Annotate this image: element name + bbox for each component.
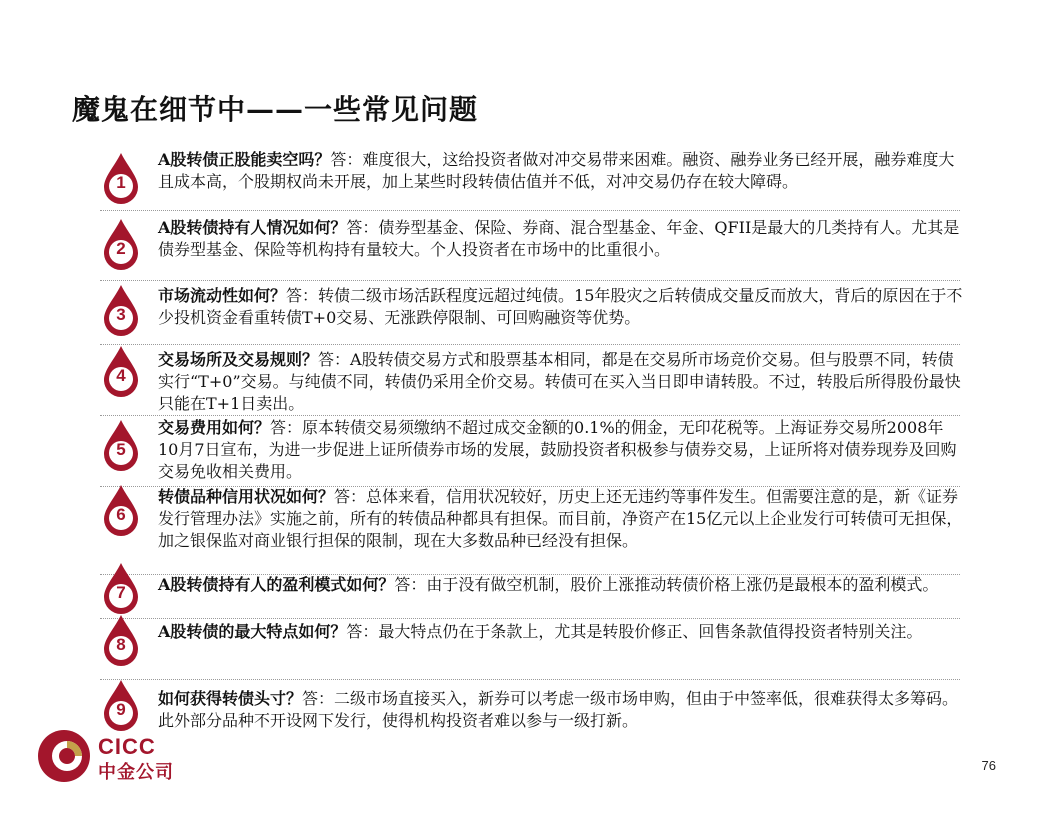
faq-number: 9	[116, 700, 126, 719]
faq-question: A股转债持有人的盈利模式如何？	[158, 575, 395, 594]
page-number: 76	[981, 758, 996, 773]
faq-item-8	[100, 619, 960, 680]
faq-item-5	[100, 417, 960, 487]
faq-item-6	[100, 487, 963, 575]
faq-answer: 答：二级市场直接买入，新券可以考虑一级市场申购，但由于中签率低，很难获得太多筹码。此外部分品种不开设网下发行，使得机构投资者难以参与一级打新。	[158, 689, 959, 730]
cicc-logo-icon	[36, 728, 92, 784]
faq-item-1	[100, 145, 960, 211]
faq-question: 如何获得转债头寸？	[158, 689, 303, 708]
faq-question: A股转债正股能卖空吗？	[158, 150, 331, 169]
faq-text	[158, 417, 963, 483]
faq-item-9	[100, 680, 960, 736]
drop-icon	[102, 483, 140, 537]
drop-icon	[102, 561, 140, 615]
faq-question: 交易场所及交易规则？	[158, 350, 319, 369]
faq-question: 市场流动性如何？	[158, 286, 287, 305]
logo-text-en: CICC	[98, 734, 156, 759]
faq-number: 7	[116, 583, 126, 602]
drop-icon	[102, 283, 140, 337]
faq-text	[158, 574, 963, 596]
cicc-logo	[36, 728, 196, 788]
faq-number: 4	[116, 366, 126, 385]
drop-icon	[102, 151, 140, 205]
faq-answer: 答：难度很大，这给投资者做对冲交易带来困难。融资、融券业务已经开展，融券难度大且成本高，个股期权尚未开展，加上某些时段转债估值并不低，对冲交易仍存在较大障碍。	[158, 150, 955, 191]
faq-text	[158, 217, 963, 261]
faq-answer: 答：A股转债交易方式和股票基本相同，都是在交易所市场竞价交易。但与股票不同，转债实行“T+0”交易。与纯债不同，转债仍采用全价交易。转债可在买入当日即申请转股。不过，转股后所得股份最快只能在T+1日卖出。	[158, 350, 961, 413]
faq-number: 2	[116, 239, 126, 258]
drop-icon	[102, 418, 140, 472]
faq-number: 8	[116, 635, 126, 654]
faq-number: 5	[116, 440, 126, 459]
faq-question: 转债品种信用状况如何？	[158, 487, 335, 506]
drop-icon	[102, 613, 140, 667]
faq-number: 6	[116, 505, 126, 524]
faq-answer: 答：由于没有做空机制，股价上涨推动转债价格上涨仍是最根本的盈利模式。	[394, 575, 939, 594]
faq-number: 3	[116, 305, 126, 324]
faq-item-2	[100, 213, 960, 281]
faq-answer: 答：总体来看，信用状况较好，历史上还无违约等事件发生。但需要注意的是，新《证券发行管理办法》实施之前，所有的转债品种都具有担保。而目前，净资产在15亿元以上企业发行可转债可无担保，加之银保监对商业银行担保的限制，现在大多数品种已经没有担保。	[158, 487, 963, 550]
faq-item-7	[100, 575, 960, 619]
faq-item-3	[100, 281, 963, 345]
faq-text	[158, 621, 963, 643]
drop-icon	[102, 678, 140, 732]
faq-question: A股转债持有人情况如何？	[158, 218, 347, 237]
faq-text	[158, 285, 963, 329]
page-title: 魔鬼在细节中——一些常见问题	[72, 93, 479, 126]
faq-text	[158, 149, 963, 193]
drop-icon	[102, 344, 140, 398]
faq-question: A股转债的最大特点如何？	[158, 622, 347, 641]
faq-number: 1	[116, 173, 126, 192]
faq-item-4	[100, 346, 960, 416]
faq-text	[158, 486, 963, 552]
faq-text	[158, 349, 963, 415]
faq-answer: 答：债券型基金、保险、券商、混合型基金、年金、QFII是最大的几类持有人。尤其是债券型基金、保险等机构持有量较大。个人投资者在市场中的比重很小。	[158, 218, 960, 259]
faq-answer: 答：最大特点仍在于条款上，尤其是转股价修正、回售条款值得投资者特别关注。	[346, 622, 923, 641]
faq-text	[158, 688, 963, 732]
drop-icon	[102, 217, 140, 271]
faq-answer: 答：转债二级市场活跃程度远超过纯债。15年股灾之后转债成交量反而放大，背后的原因在于不少投机资金看重转债T+0交易、无涨跌停限制、可回购融资等优势。	[158, 286, 963, 327]
faq-question: 交易费用如何？	[158, 418, 271, 437]
logo-text-cn: 中金公司	[98, 762, 174, 783]
faq-answer: 答：原本转债交易须缴纳不超过成交金额的0.1%的佣金，无印花税等。上海证券交易所2008年10月7日宣布，为进一步促进上证所债券市场的发展，鼓励投资者积极参与债券交易，上证所将对债券现券及回购交易免收相关费用。	[158, 418, 957, 481]
